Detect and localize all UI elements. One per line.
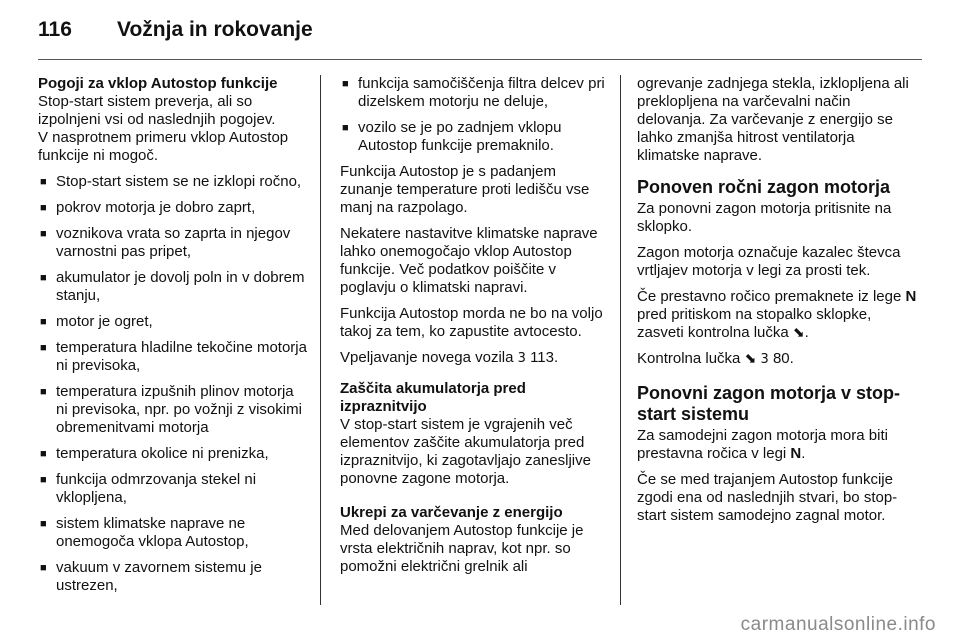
- list-item: ■ Stop-start sistem se ne izklopi ročno,: [38, 173, 308, 191]
- list-item: ■ akumulator je dovolj poln in v dobrem stanju,: [38, 269, 308, 305]
- paragraph: Stop-start sistem preverja, ali so izpolnjeni vsi od naslednjih pogojev.: [38, 93, 276, 128]
- list-item: ■ temperatura izpušnih plinov motorja ni previsoka, npr. po vožnji z visokimi obremenitvami motorja: [38, 383, 308, 437]
- paragraph: Med delovanjem Autostop funkcije je vrsta električnih naprav, kot npr. so pomožni električni grelnik ali: [340, 522, 584, 575]
- column-divider: [320, 75, 321, 605]
- paragraph-text: Za samodejni zagon motorja mora biti prestavna ročica v legi: [637, 427, 888, 462]
- paragraph: Nekatere nastavitve klimatske naprave lahko onemogočajo vklop Autostop funkcije. Več podatkov poiščite v poglavju o klimatski napravi.: [340, 225, 598, 296]
- page-number: 116: [38, 18, 72, 41]
- paragraph: Če prestavno ročico premaknete iz lege N pred pritiskom na stopalko sklopke, zasveti kontrolna lučka ⬊.: [637, 288, 917, 341]
- list-item: ■ motor je ogret,: [38, 313, 308, 331]
- conditions-list: [38, 173, 308, 595]
- indicator-lamp-icon: ⬊: [792, 325, 805, 341]
- page-header: [38, 18, 313, 48]
- paragraph-text: Če prestavno ročico premaknete iz lege: [637, 288, 902, 305]
- list-item: ■ pokrov motorja je dobro zaprt,: [38, 199, 308, 217]
- paragraph: ogrevanje zadnjega stekla, izklopljena ali preklopljena na varčevalni način delovanja. Za varčevanje z energijo se lahko zmanjša hitrost ventilatorja klimatske naprave.: [637, 75, 909, 164]
- header-rule: [38, 59, 922, 60]
- paragraph: Za ponovni zagon motorja pritisnite na sklopko.: [637, 200, 892, 235]
- indicator-lamp-icon: ⬊: [744, 351, 757, 367]
- paragraph: Če se med trajanjem Autostop funkcije zgodi ena od naslednjih stvari, bo stop-start sistem samodejno zagnal motor.: [637, 471, 898, 524]
- paragraph-text: pred pritiskom na stopalko sklopke, zasveti kontrolna lučka: [637, 306, 872, 341]
- list-item: ■ temperatura hladilne tekočine motorja ni previsoka,: [38, 339, 308, 375]
- paragraph: [637, 350, 917, 369]
- list-item: ■ vakuum v zavornem sistemu je ustrezen,: [38, 559, 308, 595]
- list-item: ■ sistem klimatske naprave ne onemogoča vklopa Autostop,: [38, 515, 308, 551]
- paragraph: V stop-start sistem je vgrajenih več elementov zaščite akumulatorja pred izpraznitvijo, ki zagotavljajo zanesljive ponovne zagone motorja.: [340, 416, 591, 487]
- section-heading: Zaščita akumulatorja pred izpraznitvijo: [340, 380, 526, 415]
- paragraph-text: Kontrolna lučka: [637, 350, 741, 367]
- list-item: ■ funkcija samočiščenja filtra delcev pri dizelskem motorju ne deluje,: [340, 75, 608, 111]
- paragraph: Zagon motorja označuje kazalec števca vrtljajev motorja v legi za prosti tek.: [637, 244, 901, 279]
- paragraph: Funkcija Autostop morda ne bo na voljo takoj za tem, ko zapustite avtocesto.: [340, 305, 603, 340]
- section-heading: Ukrepi za varčevanje z energijo: [340, 504, 563, 521]
- paragraph: Funkcija Autostop je s padanjem zunanje temperature proti ledišču vse manj na razpolago.: [340, 163, 590, 216]
- section-heading: Ponovni zagon motorja v stop-start sistemu: [637, 383, 901, 424]
- column-3: [637, 75, 917, 533]
- paragraph: [340, 349, 608, 368]
- column-1: [38, 75, 308, 603]
- list-item: ■ temperatura okolice ni prenizka,: [38, 445, 308, 463]
- section-heading: Pogoji za vklop Autostop funkcije: [38, 75, 278, 92]
- paragraph: Za samodejni zagon motorja mora biti prestavna ročica v legi N.: [637, 427, 888, 462]
- watermark: carmanualsonline.info: [740, 614, 936, 635]
- page-reference-link[interactable]: 80.: [772, 350, 794, 367]
- page-reference-icon: 3: [760, 352, 769, 367]
- column-divider: [620, 75, 621, 605]
- list-item: ■ voznikova vrata so zaprta in njegov varnostni pas pripet,: [38, 225, 308, 261]
- page-reference-link[interactable]: 113.: [530, 349, 559, 366]
- gear-position-n: N: [790, 445, 802, 462]
- page-reference-icon: 3: [517, 351, 526, 366]
- conditions-list-continued: [340, 75, 608, 155]
- list-item: ■ vozilo se je po zadnjem vklopu Autostop funkcije premaknilo.: [340, 119, 608, 155]
- paragraph-text: Vpeljavanje novega vozila: [340, 349, 514, 366]
- list-item: ■ funkcija odmrzovanja stekel ni vklopljena,: [38, 471, 308, 507]
- section-heading: Ponoven ročni zagon motorja: [637, 177, 891, 197]
- paragraph: V nasprotnem primeru vklop Autostop funkcije ni mogoč.: [38, 129, 289, 164]
- page-title: Vožnja in rokovanje: [117, 18, 313, 41]
- gear-position-n: N: [905, 288, 917, 305]
- column-2: [340, 75, 608, 584]
